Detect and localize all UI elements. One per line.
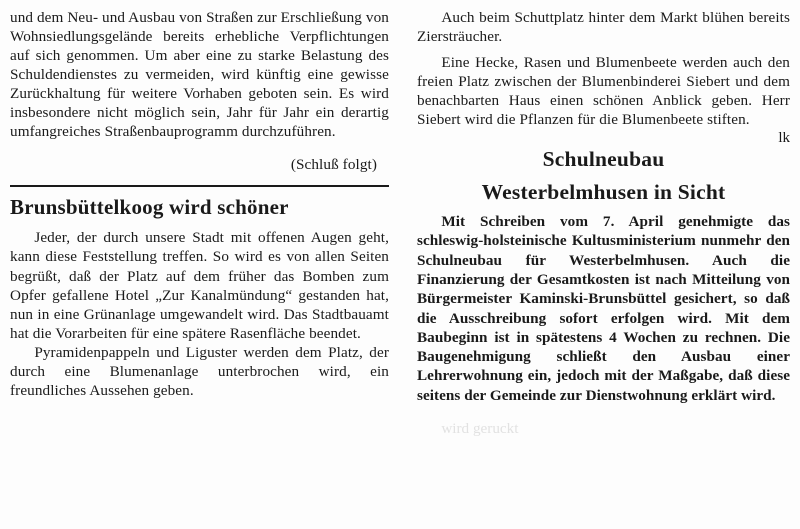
column-layout <box>10 8 790 529</box>
article-headline-brunsbuettelkoog: Brunsbüttelkoog wird schöner <box>10 194 289 219</box>
blumenbeete-paragraph: Eine Hecke, Rasen und Blumenbeete werden auch den freien Platz zwischen der Blumenbinderei Siebert und dem benachbarten Haus einen schönen Anblick geben. Herr Siebert wird die Pflanzen für die Blumenbeete stiften. <box>417 54 790 129</box>
paragraph-spacer <box>417 46 790 53</box>
brunsbuettelkoog-paragraph-1: Jeder, der durch unsere Stadt mit offenen Augen geht, kann diese Feststellung treffen. So wird es von allen Seiten begrüßt, daß der Platz auf dem früher das Bomben zum Opfer gefallene Hotel „Zur Kanalmündung“ gestanden hat, nun in eine Grünanlage umgewandelt wird. Das Stadtbauamt hat die Vorarbeiten für eine spätere Rasenfläche beendet. <box>10 229 389 342</box>
article-signature: lk <box>778 130 790 147</box>
left-column <box>10 8 403 529</box>
schuttplatz-paragraph: Auch beim Schuttplatz hinter dem Markt blühen bereits Ziersträucher. <box>417 9 790 46</box>
article-headline-schulneubau-line1: Schulneubau <box>542 147 665 172</box>
article-headline-schulneubau-line2: Westerbelmhusen in Sicht <box>481 179 726 204</box>
brunsbuettelkoog-paragraph-2: Pyramidenpappeln und Liguster werden dem Platz, der durch eine Blumenanlage unterbrochen wird, ein freundliches Aussehen geben. <box>10 343 389 399</box>
continued-article-body: und dem Neu- und Ausbau von Straßen zur Erschließung von Wohnsiedlungsgelände bereits erhebliche Verpflichtungen auf sich genommen. Um aber eine zu starke Belastung des Schuldendienstes zu vermeiden, wird künftig eine gewisse Zurückhaltung für weitere Vorhaben geboten sein. Es wird insbesondere nicht möglich sein, Jahr für Jahr ein derartig umfangreiches Straßenbauprogramm durchzuführen. <box>10 9 389 141</box>
cut-off-text <box>417 419 790 445</box>
section-divider <box>10 185 389 187</box>
right-column <box>403 8 790 529</box>
continuation-note: (Schluß folgt) <box>290 155 377 173</box>
cut-off-line: wird geruckt <box>441 420 519 437</box>
schulneubau-body: Mit Schreiben vom 7. April genehmigte das schleswig-holsteinische Kultusministerium nunmehr den Schulneubau für Westerbelmhusen. Auch die Finanzierung der Gesamtkosten ist nach Mitteilung von Bürgermeister Kaminski-Brunsbüttel gesichert, so daß die Ausschreibung sofort erfolgen wird. Mit dem Baubeginn ist in spätestens 4 Wochen zu rechnen. Die Baugenehmigung schließt den Ausbau einer Lehrerwohnung ein, jedoch mit der Maßgabe, daß diese seitens der Gemeinde zur Dienstwohnung erklärt wird. <box>417 213 790 404</box>
